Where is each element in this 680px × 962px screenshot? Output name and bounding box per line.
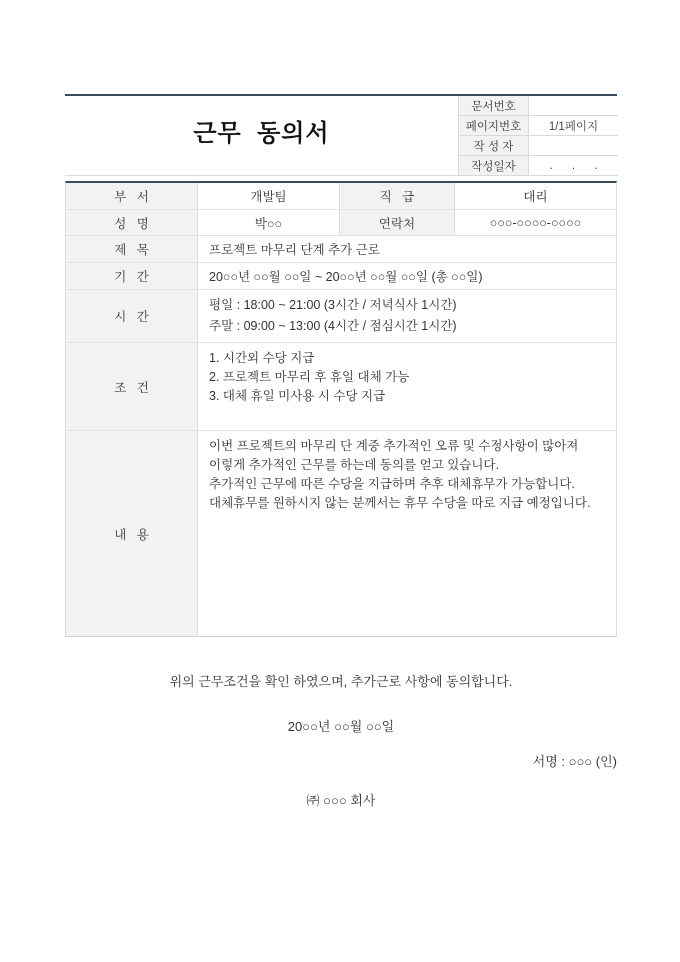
table-row-department <box>66 183 616 210</box>
content-line-2: 이렇게 추가적인 근무를 하는데 동의를 얻고 있습니다. <box>209 458 499 472</box>
table-row-content <box>66 431 616 636</box>
author-label: 작 성 자 <box>459 136 529 155</box>
contact-label: 연락처 <box>340 210 455 235</box>
name-label: 성 명 <box>66 210 198 235</box>
time-line-weekday: 평일 : 18:00 ~ 21:00 (3시간 / 저녁식사 1시간) <box>209 298 457 312</box>
subject-label: 제 목 <box>66 236 198 262</box>
time-label: 시 간 <box>66 290 198 342</box>
contact-value: ○○○-○○○○-○○○○ <box>489 215 582 230</box>
header-divider <box>65 175 617 176</box>
agreement-statement: 위의 근무조건을 확인 하였으며, 추가근로 사항에 동의합니다. <box>169 674 513 689</box>
signing-date: 20○○년 ○○월 ○○일 <box>287 719 395 734</box>
conditions-value <box>198 343 616 430</box>
department-label: 부 서 <box>66 183 198 209</box>
doc-number-label: 문서번호 <box>459 96 529 115</box>
period-label: 기 간 <box>66 263 198 289</box>
content-label: 내 용 <box>66 431 198 636</box>
page-number-label: 페이지번호 <box>459 116 529 135</box>
department-value: 개발팀 <box>198 183 340 209</box>
doc-info-table <box>458 96 618 176</box>
content-line-3: 추가적인 근무에 따른 수당을 지급하며 추후 대체휴무가 가능합니다. <box>209 477 575 491</box>
period-value: 20○○년 ○○월 ○○일 ~ 20○○년 ○○월 ○○일 (총 ○○일) <box>209 270 483 284</box>
doc-number-value <box>529 96 618 115</box>
time-value <box>198 290 616 342</box>
condition-line-2: 2. 프로젝트 마무리 후 휴일 대체 가능 <box>209 370 410 384</box>
content-line-1: 이번 프로젝트의 마무리 단 계중 추가적인 오류 및 수정사항이 많아져 <box>209 439 579 453</box>
document-title: 근무 동의서 <box>193 120 330 147</box>
name-value: 박○○ <box>198 210 340 235</box>
doc-info-row <box>459 96 618 116</box>
doc-info-row <box>459 156 618 176</box>
position-value: 대리 <box>523 190 548 204</box>
doc-info-row <box>459 116 618 136</box>
work-agreement-table <box>65 181 617 637</box>
content-line-4: 대체휴무를 원하시지 않는 분께서는 휴무 수당을 따로 지급 예정입니다. <box>209 496 591 510</box>
position-label: 직 급 <box>340 183 455 209</box>
table-row-period <box>66 263 616 290</box>
table-row-conditions <box>66 343 616 431</box>
table-row-title <box>66 236 616 263</box>
content-value <box>198 431 616 636</box>
conditions-label: 조 건 <box>66 343 198 430</box>
subject-value: 프로젝트 마무리 단계 추가 근로 <box>209 243 380 257</box>
condition-line-3: 3. 대체 휴일 미사용 시 수당 지급 <box>209 389 386 403</box>
table-row-time <box>66 290 616 343</box>
condition-line-1: 1. 시간외 수당 지급 <box>209 351 315 365</box>
time-line-weekend: 주말 : 09:00 ~ 13:00 (4시간 / 점심시간 1시간) <box>209 319 457 333</box>
signature-line: 서명 : ○○○ (인) <box>532 754 617 769</box>
author-value <box>529 136 618 155</box>
date-written-label: 작성일자 <box>459 156 529 175</box>
date-written-value: . . . <box>549 159 598 172</box>
doc-info-row <box>459 136 618 156</box>
page-number-value: 1/1페이지 <box>548 120 599 133</box>
table-row-name <box>66 210 616 236</box>
company-name: ㈜ ○○○ 회사 <box>306 793 376 808</box>
